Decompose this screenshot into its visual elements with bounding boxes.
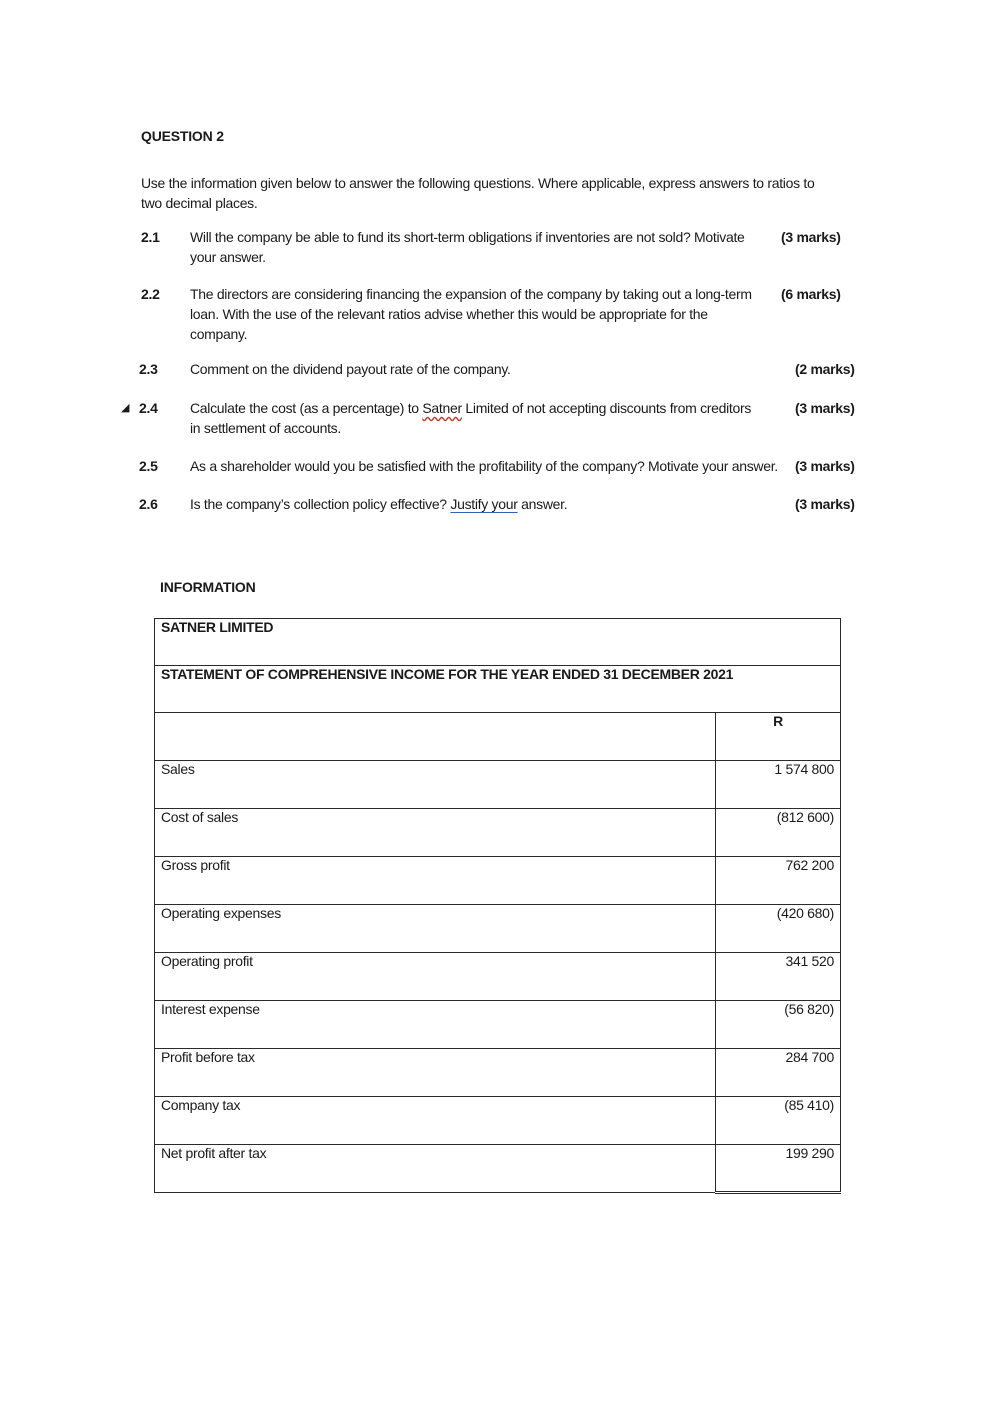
row-label: Gross profit [155,857,716,905]
question-intro: Use the information given below to answer the following questions. Where applicable, express answers to ratios to two decimal places. [141,175,815,211]
table-row [155,1001,841,1049]
question-text: Comment on the dividend payout rate of the company. [190,361,511,377]
row-amount: 284 700 [716,1049,841,1097]
currency-header: R [716,713,841,761]
question-text-part: Limited of not accepting discounts from creditors in settlement of accounts. [190,400,752,436]
question-marks: (6 marks) [781,286,841,302]
row-amount: (85 410) [716,1097,841,1145]
question-text [190,494,770,514]
row-label: Profit before tax [155,1049,716,1097]
statement-title: STATEMENT OF COMPREHENSIVE INCOME FOR THE YEAR ENDED 31 DECEMBER 2021 [155,666,841,713]
table-row [155,713,841,761]
question-marks: (3 marks) [795,458,855,474]
row-amount: (56 820) [716,1001,841,1049]
table-row [155,761,841,809]
question-text: As a shareholder would you be satisfied with the profitability of the company? Motivate your answer. [190,458,778,474]
table-row [155,953,841,1001]
question-text: The directors are considering financing the expansion of the company by taking out a long-term loan. With the use of the relevant ratios advise whether this would be appropriate for the company. [190,286,752,342]
question-text-part: Calculate the cost (as a percentage) to [190,400,423,416]
question-marks: (3 marks) [795,496,855,512]
table-row [155,905,841,953]
header-label-cell [155,713,716,761]
row-amount: 199 290 [716,1145,841,1193]
row-label: Net profit after tax [155,1145,716,1193]
row-label: Interest expense [155,1001,716,1049]
collapse-arrow-icon[interactable]: ◢ [121,402,130,414]
row-label: Operating profit [155,953,716,1001]
question-number: 2.6 [139,496,158,512]
question-text-part: answer. [517,496,568,512]
spelling-flagged-word: Satner [422,400,462,416]
row-amount: 341 520 [716,953,841,1001]
row-amount: (812 600) [716,809,841,857]
grammar-flagged-word: Justify your [450,496,518,512]
question-number: 2.1 [141,229,160,245]
income-statement-table [154,618,841,1194]
row-amount: (420 680) [716,905,841,953]
question-text-part: Is the company’s collection policy effective? [190,496,451,512]
question-number: 2.4 [139,400,158,416]
question-marks: (3 marks) [781,229,841,245]
question-title: QUESTION 2 [141,128,224,144]
table-row [155,857,841,905]
question-text [190,398,755,438]
row-label: Company tax [155,1097,716,1145]
row-label: Cost of sales [155,809,716,857]
table-row [155,666,841,713]
table-row [155,1097,841,1145]
question-marks: (2 marks) [795,361,855,377]
table-row [155,1145,841,1193]
question-marks: (3 marks) [795,400,855,416]
question-number: 2.3 [139,361,158,377]
row-label: Sales [155,761,716,809]
table-row [155,1049,841,1097]
row-label: Operating expenses [155,905,716,953]
question-number: 2.5 [139,458,158,474]
row-amount: 762 200 [716,857,841,905]
row-amount: 1 574 800 [716,761,841,809]
question-text: Will the company be able to fund its short-term obligations if inventories are not sold? Motivate your answer. [190,229,745,265]
table-row [155,619,841,666]
information-title: INFORMATION [160,579,256,595]
table-row [155,809,841,857]
question-number: 2.2 [141,286,160,302]
company-name: SATNER LIMITED [155,619,841,666]
